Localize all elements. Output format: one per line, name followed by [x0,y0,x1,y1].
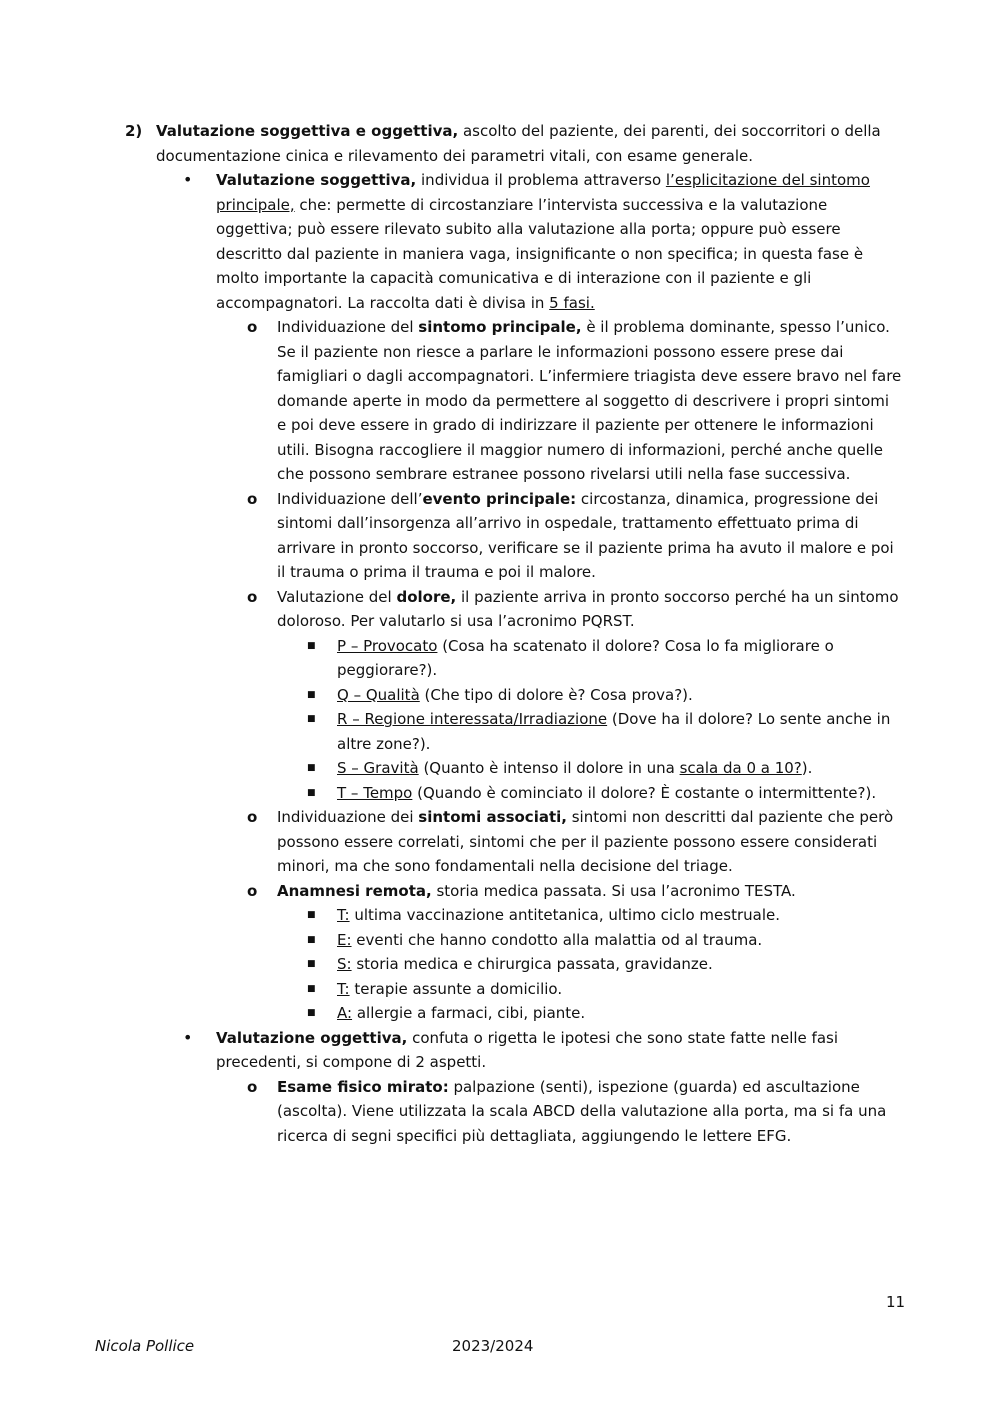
square-bullet-icon: ■ [307,934,316,945]
text: ). [801,759,813,777]
text: sintomi non descritti dal paziente che però possono essere correlati, sintomi che per il paziente possono essere considerati minori, ma che sono fondamentali nella decisione del triage. [277,808,894,875]
text: che: permette di circostanziare l’intervista successiva e la valutazione oggettiva; può essere rilevato subito alla valutazione alla porta; oppure può essere descritto dal paziente in maniera vaga, insignificante o non specifica; in questa fase è molto importante la capacità comunicativa e di interazione con il paziente e gli accompagnatori. La raccolta dati è divisa in [216,195,864,312]
text: Valutazione del [277,587,397,606]
text: Individuazione dei [277,808,419,826]
text: storia medica passata. Si usa l’acronimo TESTA. [431,881,796,900]
text: Individuazione dell’ [277,489,423,508]
square-bullet-icon: ■ [307,983,316,994]
list-item [183,168,902,315]
text-underlined: E: [337,930,352,949]
text-underlined: Q – Qualità [337,685,420,704]
text: il paziente arriva in pronto soccorso perché ha un sintomo doloroso. Per valutarlo si usa l’acronimo PQRST. [277,587,899,630]
text-bold: evento principale: [422,489,577,508]
list-item [247,879,903,904]
list-item [307,707,897,756]
text: confuta o rigetta le ipotesi che sono state fatte nelle fasi precedenti, si compone di 2 aspetti. [216,1028,838,1071]
list-item [183,1026,902,1075]
circle-bullet-icon: o [247,1077,258,1096]
bullet-icon: • [183,170,193,189]
text-underlined: T: [337,979,350,998]
text: allergie a farmaci, cibi, piante. [352,1004,586,1022]
list-item [307,634,897,683]
square-bullet-icon: ■ [307,763,316,773]
text-underlined: S – Gravità [337,759,419,777]
text-underlined: P – Provocato [337,636,438,655]
list-item [247,315,903,487]
square-bullet-icon: ■ [307,787,316,798]
text-underlined: R – Regione interessata/Irradiazione [337,710,608,728]
bullet-icon: • [183,1027,193,1047]
page-number: 11 [886,1293,906,1311]
square-bullet-icon: ■ [307,1008,316,1018]
list-item [307,756,897,781]
text-bold: Esame fisico mirato: [277,1077,449,1096]
square-bullet-icon: ■ [307,640,316,651]
text: (Dove ha il dolore? Lo sente anche in altre zone?). [337,710,891,753]
text: storia medica e chirurgica passata, gravidanze. [351,955,713,973]
text-underlined: l’esplicitazione del sintomo principale, [216,171,870,214]
list-item [125,119,900,168]
circle-bullet-icon: o [247,881,258,900]
circle-bullet-icon: o [247,808,258,826]
text: ultima vaccinazione antitetanica, ultimo ciclo mestruale. [349,906,780,924]
square-bullet-icon: ■ [307,714,316,724]
text-underlined: T – Tempo [337,783,413,802]
text: individua il problema attraverso [416,171,666,189]
circle-bullet-icon: o [247,318,258,336]
text-bold: sintomo principale, [418,318,582,336]
text-bold: Valutazione oggettiva, [216,1028,408,1047]
text: terapie assunte a domicilio. [349,979,563,998]
text: ascolto del paziente, dei parenti, dei soccorritori o della documentazione cinica e rilevamento dei parametri vitali, con esame generale. [156,122,881,165]
list-item [307,683,897,708]
list-item [247,1075,903,1149]
list-item [247,805,903,879]
text: palpazione (senti), ispezione (guarda) ed ascultazione (ascolta). Viene utilizzata la scala ABCD della valutazione alla porta, ma si fa una ricerca di segni specifici più dettagliata, aggiungendo le lettere EFG. [277,1077,887,1145]
text: è il problema dominante, spesso l’unico. Se il paziente non riesce a parlare le informazioni possono essere prese dai famigliari o dagli accompagnatori. L’infermiere triagista deve essere bravo nel fare domande aperte in modo da permettere al soggetto di descrivere i propri sintomi e poi deve essere in grado di indirizzare il paziente per ottenere le informazioni utili. Bisogna raccogliere il maggior numero di informazioni, perché anche quelle che possono sembrare estranee possono rivelarsi utili nella fase successiva. [277,318,902,483]
text: Individuazione del [277,318,419,336]
square-bullet-icon: ■ [307,689,316,700]
circle-bullet-icon: o [247,489,258,508]
list-item [307,781,897,806]
text-bold: Valutazione soggettiva e oggettiva, [156,122,459,140]
list-item [307,1001,897,1026]
square-bullet-icon: ■ [307,959,316,969]
circle-bullet-icon: o [247,587,258,606]
text-bold: Valutazione soggettiva, [216,171,417,189]
text-bold: Anamnesi remota, [277,881,432,900]
list-item [307,977,897,1002]
list-number: 2) [125,122,143,140]
page-content [0,119,1000,1148]
text-underlined: scala da 0 a 10? [679,759,802,777]
list-item [307,952,897,977]
footer-year: 2023/2024 [452,1337,534,1355]
text-bold: sintomi associati, [418,808,567,826]
text: (Che tipo di dolore è? Cosa prova?). [419,685,693,704]
text: eventi che hanno condotto alla malattia od al trauma. [351,930,763,949]
text: (Quando è cominciato il dolore? È costante o intermittente?). [412,783,877,802]
list-item [307,903,897,928]
text-underlined: A: [337,1004,353,1022]
footer-author: Nicola Pollice [95,1337,195,1355]
text: (Cosa ha scatenato il dolore? Cosa lo fa migliorare o peggiorare?). [337,636,834,679]
list-item [307,928,897,953]
text: circostanza, dinamica, progressione dei sintomi dall’insorgenza all’arrivo in ospedale, trattamento effettuato prima di arrivare in pronto soccorso, verificare se il paziente prima ha avuto il malore e poi il trauma o prima il trauma e poi il malore. [277,489,894,581]
text-bold: dolore, [396,587,457,606]
text-underlined: T: [337,906,350,924]
text-underlined: S: [337,955,352,973]
text-underlined: 5 fasi. [549,293,595,312]
list-item [247,585,903,634]
list-item [247,487,903,585]
text: (Quanto è intenso il dolore in una [418,759,680,777]
square-bullet-icon: ■ [307,910,316,920]
